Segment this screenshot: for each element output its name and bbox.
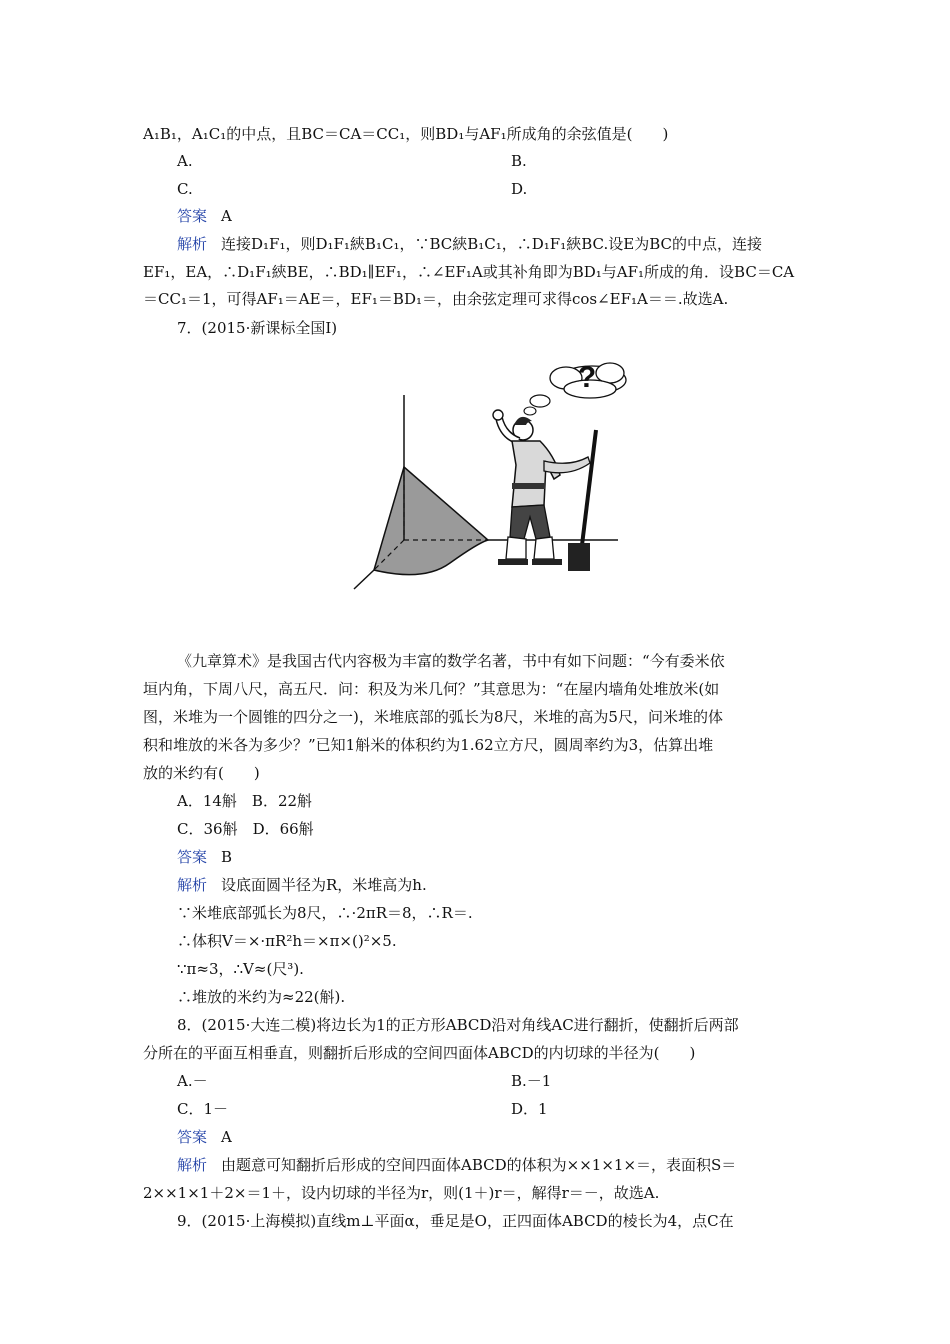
q6-answer: A <box>221 207 232 225</box>
q7-analysis-line-4: ∵π≈3，∴V≈(尺³). <box>177 960 304 978</box>
q7-answer: B <box>221 848 233 866</box>
q6-answer-line <box>177 206 232 226</box>
q6-analysis-line-2: EF₁，EA，∴D₁F₁綊BE，∴BD₁∥EF₁，∴∠EF₁A或其补角即为BD₁与AF₁所成的角．设BC＝CA <box>143 263 795 281</box>
q8-stem-2: 分所在的平面互相垂直，则翻折后形成的空间四面体ABCD的内切球的半径为( ) <box>143 1044 696 1062</box>
q8-stem-1: 8．(2015·大连二模)将边长为1的正方形ABCD沿对角线AC进行翻折，使翻折后两部 <box>177 1016 739 1034</box>
q9-stem-1: 9．(2015·上海模拟)直线m⊥平面α，垂足是O，正四面体ABCD的棱长为4，点C在 <box>177 1212 734 1230</box>
q6-answer-label: 答案 <box>177 207 208 225</box>
floor-edge-left <box>354 570 374 589</box>
q8-answer: A <box>221 1128 232 1146</box>
q7-heading: 7．(2015·新课标全国Ⅰ) <box>177 319 338 337</box>
q6-analysis-line-1 <box>177 234 762 254</box>
q8-analysis-line-2: 2××1×1＋2×＝1＋，设内切球的半径为r，则(1＋)r＝，解得r＝－，故选A. <box>143 1184 660 1202</box>
q6-option-b: B. <box>511 152 527 170</box>
q7-analysis-label: 解析 <box>177 876 208 894</box>
q7-stem-5: 放的米约有( ) <box>143 764 260 782</box>
q6-analysis-text-1: 连接D₁F₁，则D₁F₁綊B₁C₁，∵BC綊B₁C₁，∴D₁F₁綊BC.设E为BC的中点，连接 <box>221 235 762 253</box>
q8-option-b: B.－1 <box>511 1072 552 1090</box>
q6-option-c: C. <box>177 180 193 198</box>
q8-answer-label: 答案 <box>177 1128 208 1146</box>
q7-stem-3: 图，米堆为一个圆锥的四分之一)，米堆底部的弧长为8尺，米堆的高为5尺，问米堆的体 <box>143 708 723 726</box>
q8-option-c: C．1－ <box>177 1100 229 1118</box>
q7-analysis-line-2: ∵米堆底部弧长为8尺，∴·2πR＝8，∴R＝. <box>177 904 473 922</box>
q7-analysis-line-3: ∴体积V＝×·πR²h＝×π×()²×5. <box>177 932 397 950</box>
q7-analysis-text-1: 设底面圆半径为R，米堆高为h. <box>221 876 427 894</box>
q7-answer-label: 答案 <box>177 848 208 866</box>
q8-analysis-line-1 <box>177 1155 736 1175</box>
q7-stem-4: 积和堆放的米各为多少？”已知1斛米的体积约为1.62立方尺，圆周率约为3，估算出堆 <box>143 736 714 754</box>
q7-analysis-line-5: ∴堆放的米约为≈22(斛). <box>177 988 346 1006</box>
q8-option-a: A.－ <box>177 1072 208 1090</box>
q6-analysis-line-3: ＝CC₁＝1，可得AF₁＝AE＝，EF₁＝BD₁＝，由余弦定理可求得cos∠EF₁A＝＝.故选A. <box>143 290 729 308</box>
q8-answer-line <box>177 1127 232 1147</box>
q8-analysis-label: 解析 <box>177 1156 208 1174</box>
q6-analysis-label: 解析 <box>177 235 208 253</box>
quarter-cone-shape <box>374 467 488 575</box>
q6-option-a: A. <box>177 152 193 170</box>
thought-cloud-icon <box>524 361 626 415</box>
q7-options-1: A．14斛 B．22斛 <box>177 792 313 810</box>
q7-analysis-line-1 <box>177 875 427 895</box>
q8-option-d: D．1 <box>511 1100 548 1118</box>
q8-analysis-text-1: 由题意可知翻折后形成的空间四面体ABCD的体积为××1×1×＝，表面积S＝ <box>221 1156 737 1174</box>
q6-stem-tail: A₁B₁，A₁C₁的中点，且BC＝CA＝CC₁，则BD₁与AF₁所成角的余弦值是( ) <box>143 125 669 143</box>
q7-stem-2: 垣内角，下周八尺，高五尺．问：积及为米几何？”其意思为：“在屋内墙角处堆放米(如 <box>143 680 720 698</box>
question-mark: ? <box>577 361 597 394</box>
q6-option-d: D. <box>511 180 528 198</box>
q7-options-2: C．36斛 D．66斛 <box>177 820 314 838</box>
q7-stem-1: 《九章算术》是我国古代内容极为丰富的数学名著，书中有如下问题：“今有委米依 <box>177 652 725 670</box>
rice-pile-figure <box>340 345 630 600</box>
q7-answer-line <box>177 847 232 867</box>
scholar-figure-icon <box>493 410 596 571</box>
